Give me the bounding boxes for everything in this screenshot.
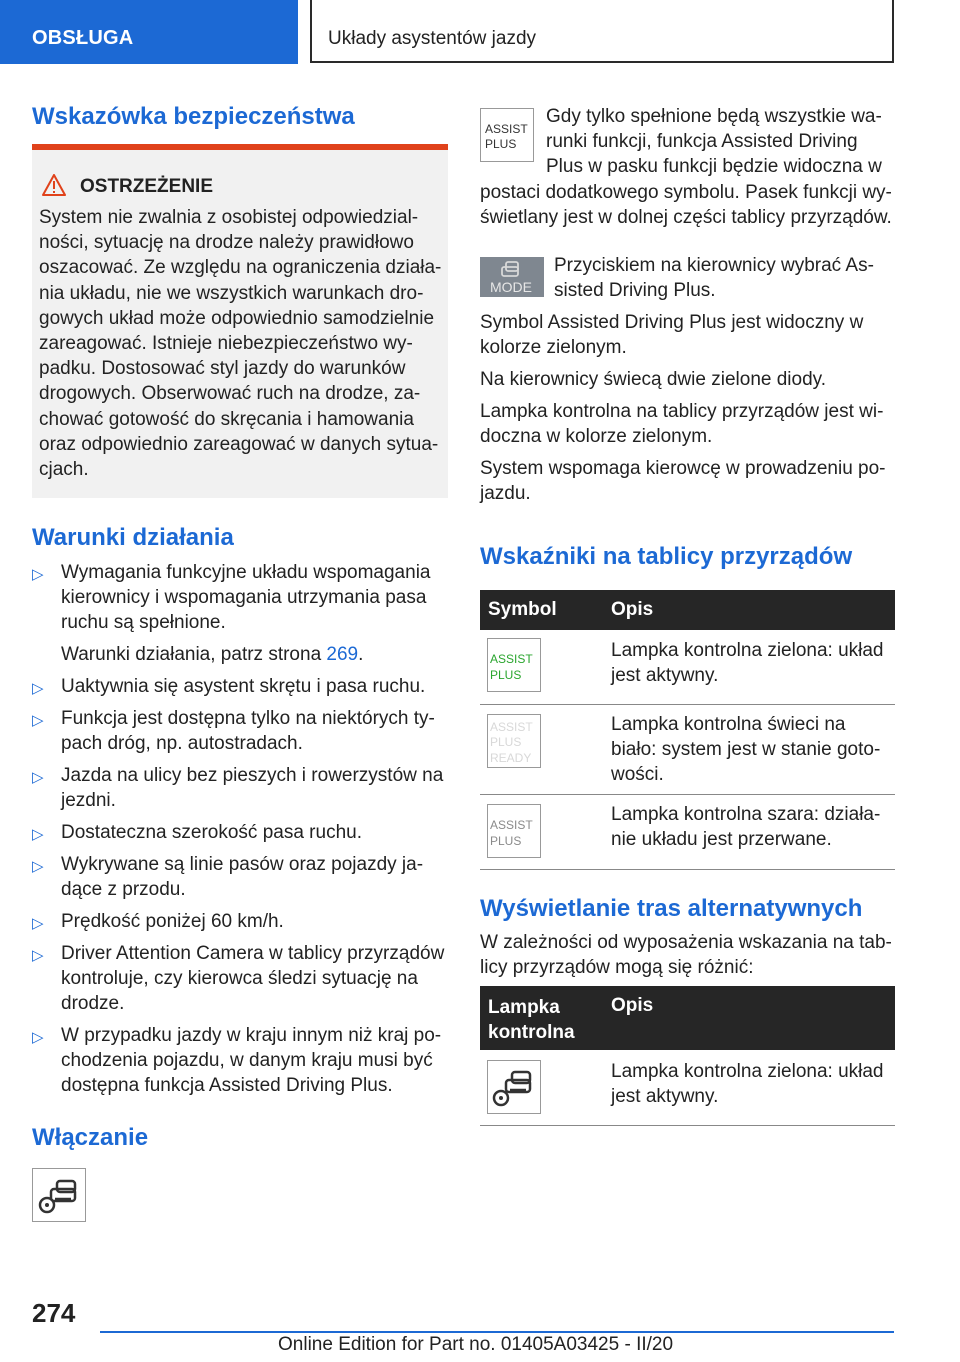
mode-button-icon (480, 257, 544, 297)
page-link[interactable]: 269 (326, 644, 359, 665)
paragraph-symbol: Symbol Assisted Driving Plus jest widoczny w kolorze zielonym. (480, 312, 864, 359)
bullet-triangle-icon: ▷ (32, 712, 44, 729)
bullet-triangle-icon: ▷ (32, 915, 44, 932)
chapter-title: Układy asystentów jazdy (328, 28, 537, 49)
bullet-triangle-icon: ▷ (32, 566, 44, 583)
see-page-reference: Warunki działania, patrz strona 269. (61, 644, 364, 665)
svg-text:PLUS: PLUS (490, 668, 522, 682)
assist-plus-grey-status-icon (487, 804, 541, 858)
bullet-triangle-icon: ▷ (32, 1029, 44, 1046)
warning-body: System nie zwalnia z osobistej odpowiedzial- ności, sytuację na drodze należy prawidłowo oszacować. Ze względu na ograniczenia działa- nia układu, nie we wszystkich warunkach dro- gowych układ może odpowiednio samodzielnie zareagować. Istnieje niebezpieczeństwo wy- padku. Dostosować styl jazdy do warunków drogowych. Obserwować ruch na drodze, za- chować gotowość do skręcania i hamowania oraz odpowiednio zareagować w danych sytua- cjach. (39, 207, 442, 481)
bullet-triangle-icon: ▷ (32, 680, 44, 697)
edition-note: Online Edition for Part no. 01405A03425 - II/20 (278, 1334, 674, 1355)
column-header-description: Opis (611, 995, 654, 1016)
chapter-tab (310, 0, 894, 63)
alternative-routes-green-icon (487, 1060, 541, 1114)
table-header (480, 986, 895, 1050)
section-tab (0, 0, 298, 64)
svg-text:PLUS: PLUS (490, 735, 522, 749)
assist-plus-grey-icon (480, 108, 534, 162)
warning-box (32, 144, 448, 498)
heading-indicators: Wskaźniki na tablicy przyrządów (480, 543, 853, 570)
table-row: Lampka kontrolna świeci na biało: system jest w stanie goto- wości. (611, 714, 881, 786)
column-header-symbol: Symbol (488, 599, 557, 620)
intro-text: Gdy tylko spełnione będą wszystkie wa- runki funkcji, funkcja Assisted Driving Plus w pasku funkcji będzie widoczna w (546, 106, 882, 178)
heading-conditions: Warunki działania (32, 524, 234, 551)
bullet-triangle-icon: ▷ (32, 947, 44, 964)
svg-text:MODE: MODE (490, 279, 532, 295)
svg-text:PLUS: PLUS (490, 834, 522, 848)
column-header-lamp: Lampka kontrolna (488, 997, 575, 1043)
section-title: OBSŁUGA (32, 27, 134, 49)
footer-divider (100, 1331, 894, 1333)
warning-icon (42, 174, 66, 196)
svg-text:ASSIST: ASSIST (490, 818, 533, 832)
heading-safety: Wskazówka bezpieczeństwa (32, 103, 355, 130)
table-header (480, 590, 895, 630)
assist-plus-green-icon (487, 638, 541, 692)
warning-title: OSTRZEŻENIE (80, 176, 214, 197)
table-row: Lampka kontrolna zielona: układ jest aktywny. (611, 640, 884, 687)
table-row: Lampka kontrolna zielona: układ jest aktywny. (611, 1061, 884, 1108)
svg-text:ASSIST: ASSIST (490, 652, 533, 666)
table-row: Lampka kontrolna szara: działa- nie układu jest przerwane. (611, 804, 881, 851)
intro-text-cont: postaci dodatkowego symbolu. Pasek funkcji wy- świetlany jest w dolnej części tablicy przyrządów. (480, 182, 892, 229)
page-number: 274 (32, 1298, 76, 1328)
assisted-driving-button-icon (32, 1168, 86, 1222)
svg-text:PLUS: PLUS (485, 137, 517, 151)
paragraph-lamp: Lampka kontrolna na tablicy przyrządów jest wi- doczna w kolorze zielonym. (480, 401, 884, 448)
assist-plus-ready-white-icon (487, 714, 541, 768)
bullet-triangle-icon: ▷ (32, 769, 44, 786)
svg-text:READY: READY (490, 751, 532, 765)
routes-text: W zależności od wyposażenia wskazania na tab- licy przyrządów mogą się różnić: (480, 932, 892, 979)
bullet-triangle-icon: ▷ (32, 826, 44, 843)
svg-text:ASSIST: ASSIST (485, 122, 528, 136)
heading-switch-on: Włączanie (32, 1124, 149, 1151)
bullet-triangle-icon: ▷ (32, 858, 44, 875)
heading-routes: Wyświetlanie tras alternatywnych (480, 895, 863, 922)
column-header-description: Opis (611, 599, 654, 620)
paragraph-system: System wspomaga kierowcę w prowadzeniu po- jazdu. (480, 458, 886, 505)
paragraph-leds: Na kierownicy świecą dwie zielone diody. (480, 369, 827, 390)
svg-text:ASSIST: ASSIST (490, 720, 533, 734)
press-text: Przyciskiem na kierownicy wybrać As- sisted Driving Plus. (554, 255, 874, 302)
